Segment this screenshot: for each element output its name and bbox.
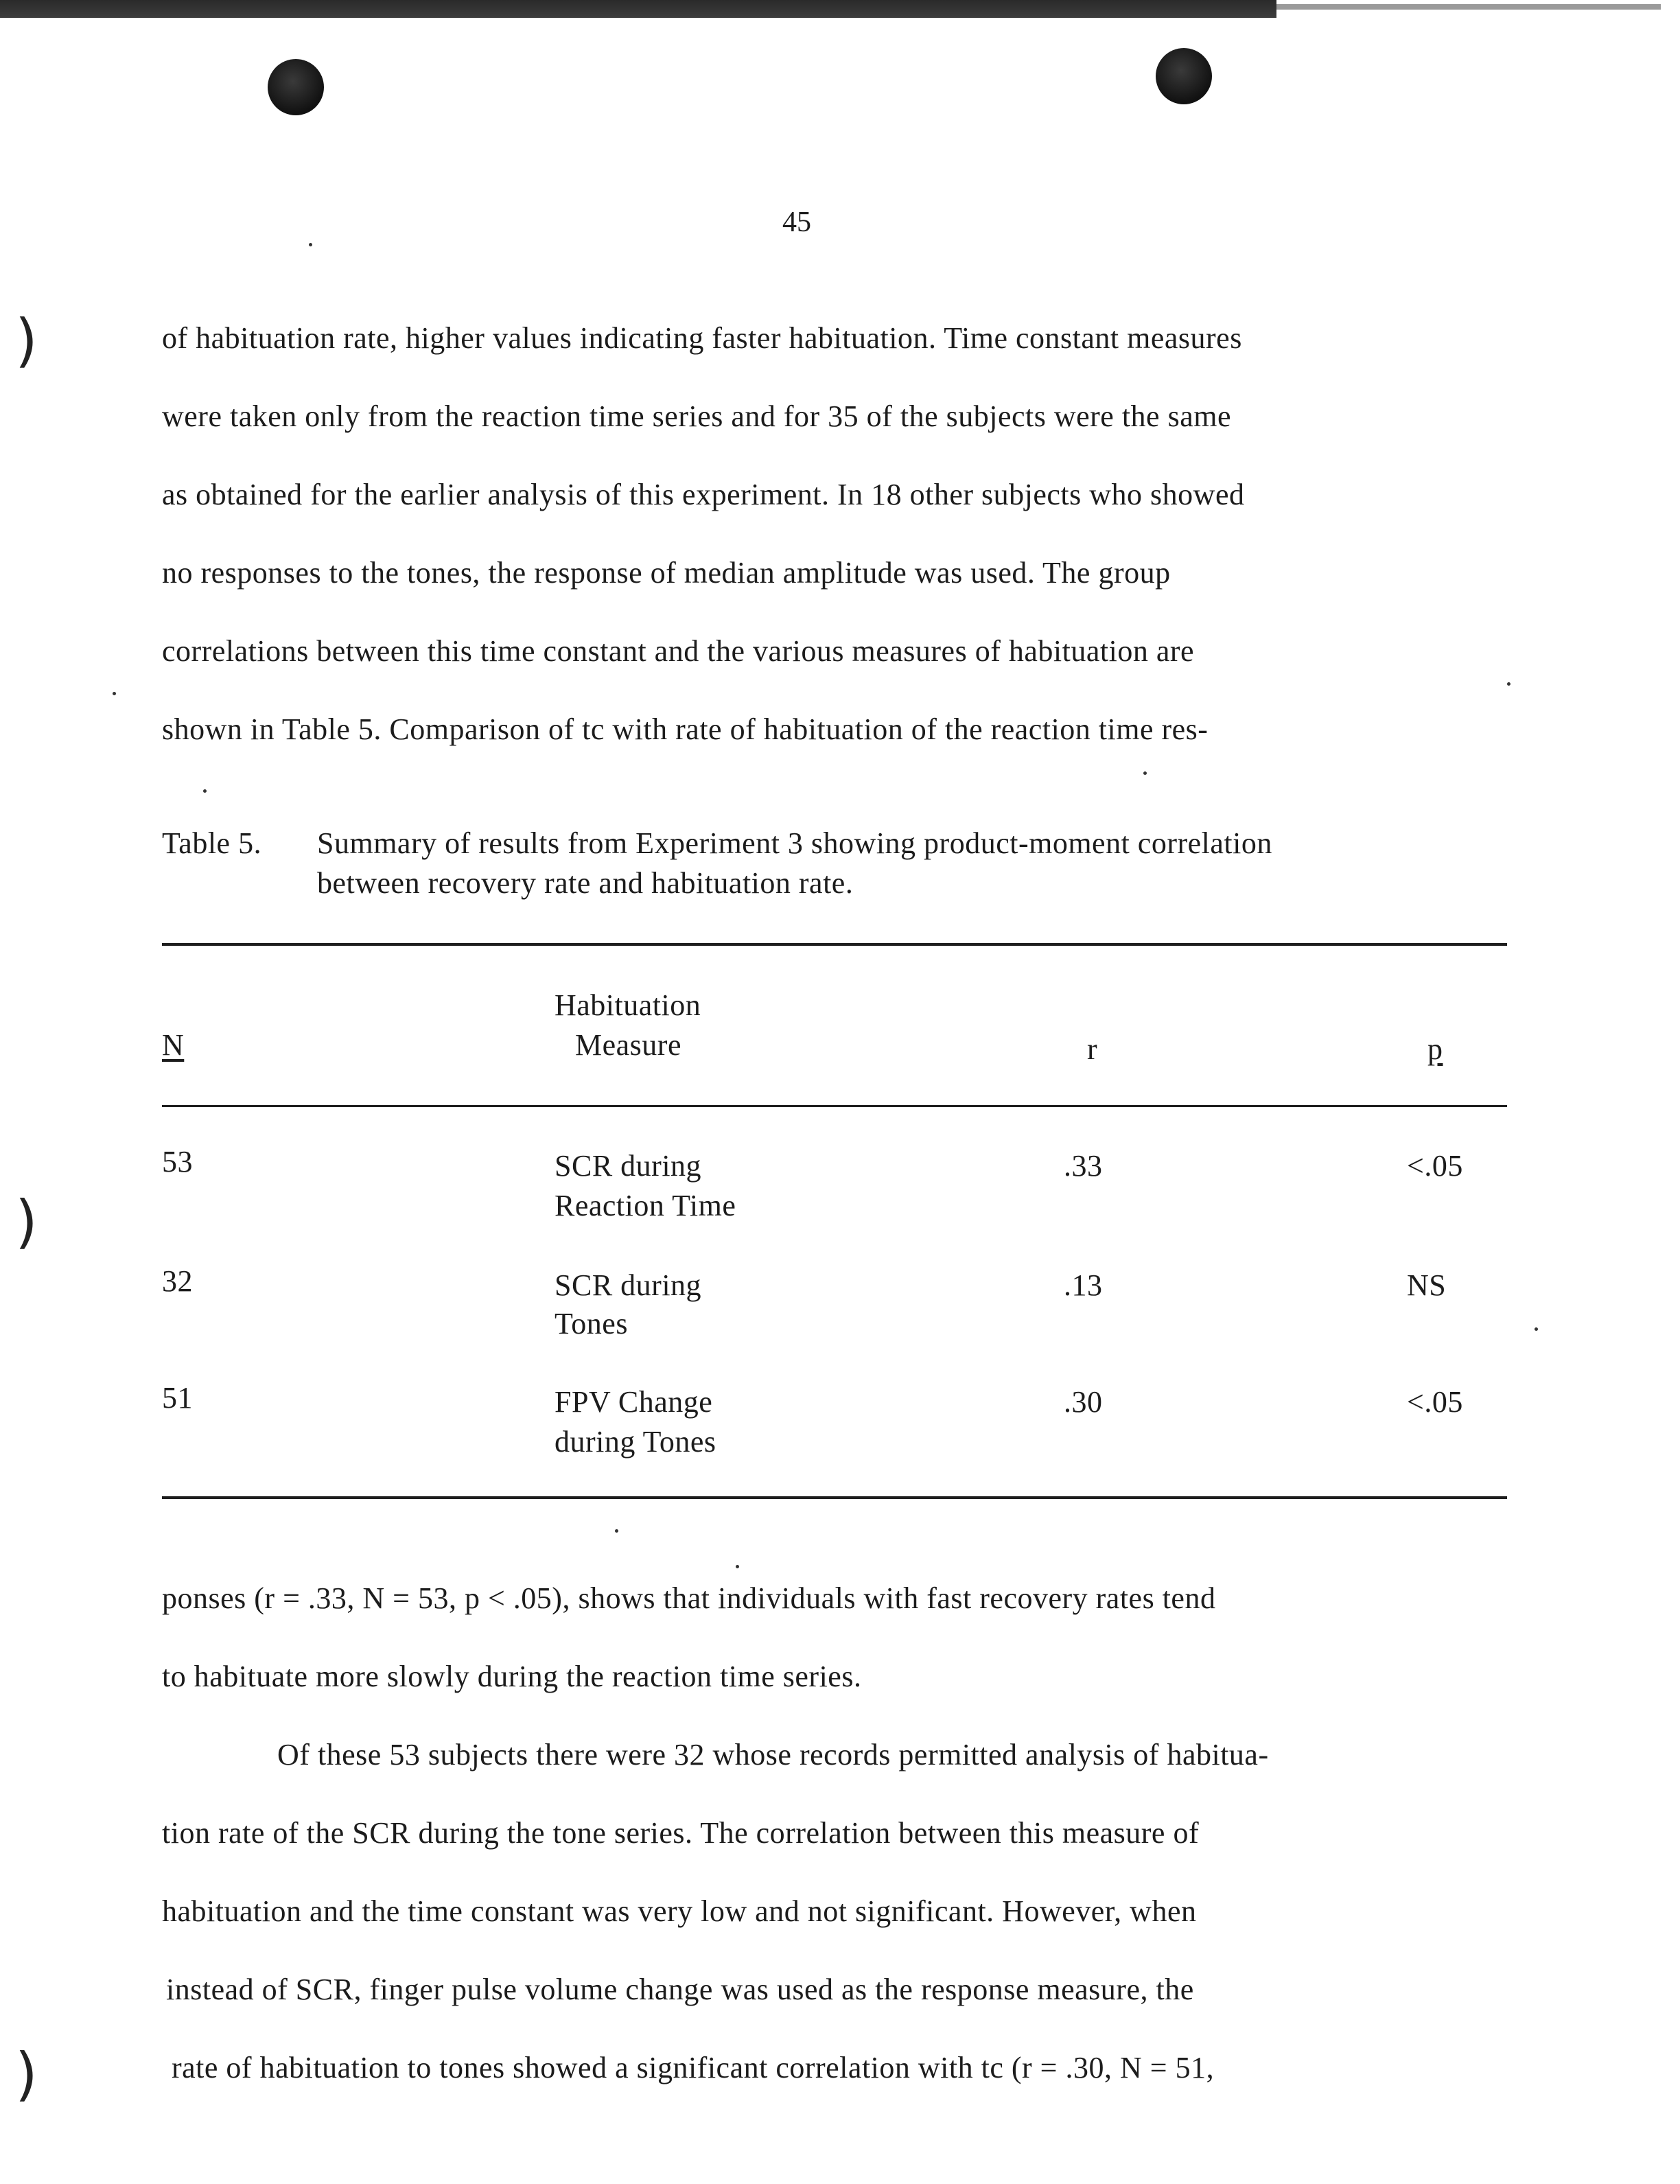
row-1-measure-line-1: SCR during [555,1149,702,1183]
scan-speck [309,243,312,246]
row-1-p: <.05 [1407,1149,1463,1183]
row-1-n: 53 [162,1145,193,1178]
table-bottom-rule [162,1496,1507,1499]
text-line: to habituate more slowly during the reaction time series. [162,1660,862,1693]
table-caption-text [317,824,1525,903]
scan-edge-bar [0,0,1276,18]
row-1-r: .33 [1064,1149,1103,1183]
text-line: were taken only from the reaction time series and for 35 of the subjects were the same [162,399,1231,433]
row-2-r: .13 [1064,1268,1103,1302]
row-1-measure-line-2: Reaction Time [555,1189,736,1222]
caption-line: between recovery rate and habituation rate. [317,866,854,900]
text-line: rate of habituation to tones showed a significant correlation with tc (r = .30, N = 51, [172,2051,1215,2084]
margin-paren-3: ) [15,2041,38,2108]
table-caption-label: Table 5. [162,826,262,860]
text-line: no responses to the tones, the response of median amplitude was used. The group [162,556,1171,590]
margin-paren-1: ) [15,307,38,374]
paragraph-2 [162,1559,1528,1716]
row-2-measure-line-1: SCR during [555,1268,702,1302]
scan-speck [203,789,207,793]
paragraph-3 [162,1716,1528,2107]
paragraph-1 [162,299,1528,769]
table-header-rule [162,1105,1507,1107]
text-line: instead of SCR, finger pulse volume change was used as the response measure, the [166,1973,1194,2006]
row-3-n: 51 [162,1381,193,1415]
punch-hole-left [268,59,324,115]
margin-paren-2: ) [15,1188,38,1255]
text-line: shown in Table 5. Comparison of tc with rate of habituation of the reaction time res- [162,712,1209,746]
scan-speck [1535,1327,1538,1331]
scan-speck [113,692,116,695]
text-line: correlations between this time constant and the various measures of habituation are [162,634,1195,668]
text-line: tion rate of the SCR during the tone series. The correlation between this measure of [162,1816,1200,1850]
table-top-rule [162,943,1507,946]
page-number: 45 [782,207,811,238]
text-line: Of these 53 subjects there were 32 whose records permitted analysis of habitua- [277,1738,1269,1771]
text-line: ponses (r = .33, N = 53, p < .05), shows that individuals with fast recovery rates tend [162,1581,1216,1615]
punch-hole-right [1156,48,1212,104]
row-3-measure-line-2: during Tones [555,1425,716,1459]
text-line: habituation and the time constant was very low and not significant. However, when [162,1894,1197,1928]
scan-edge-bar-tail [1276,4,1661,10]
caption-line: Summary of results from Experiment 3 showing product-moment correlation [317,826,1272,860]
row-3-p: <.05 [1407,1385,1463,1419]
row-3-measure-line-1: FPV Change [555,1385,713,1419]
header-p: p [1427,1032,1443,1066]
header-r: r [1087,1032,1098,1066]
text-line: as obtained for the earlier analysis of this experiment. In 18 other subjects who showed [162,478,1245,511]
row-2-n: 32 [162,1264,193,1298]
scan-speck [615,1529,618,1533]
row-2-measure-line-2: Tones [555,1307,628,1340]
text-line: of habituation rate, higher values indicating faster habituation. Time constant measures [162,321,1242,355]
scan-speck [1143,771,1147,775]
header-measure-line-2: Measure [575,1028,681,1062]
row-2-p: NS [1407,1268,1447,1302]
header-measure-line-1: Habituation [555,988,701,1022]
row-3-r: .30 [1064,1385,1103,1419]
header-n: N [162,1028,185,1062]
